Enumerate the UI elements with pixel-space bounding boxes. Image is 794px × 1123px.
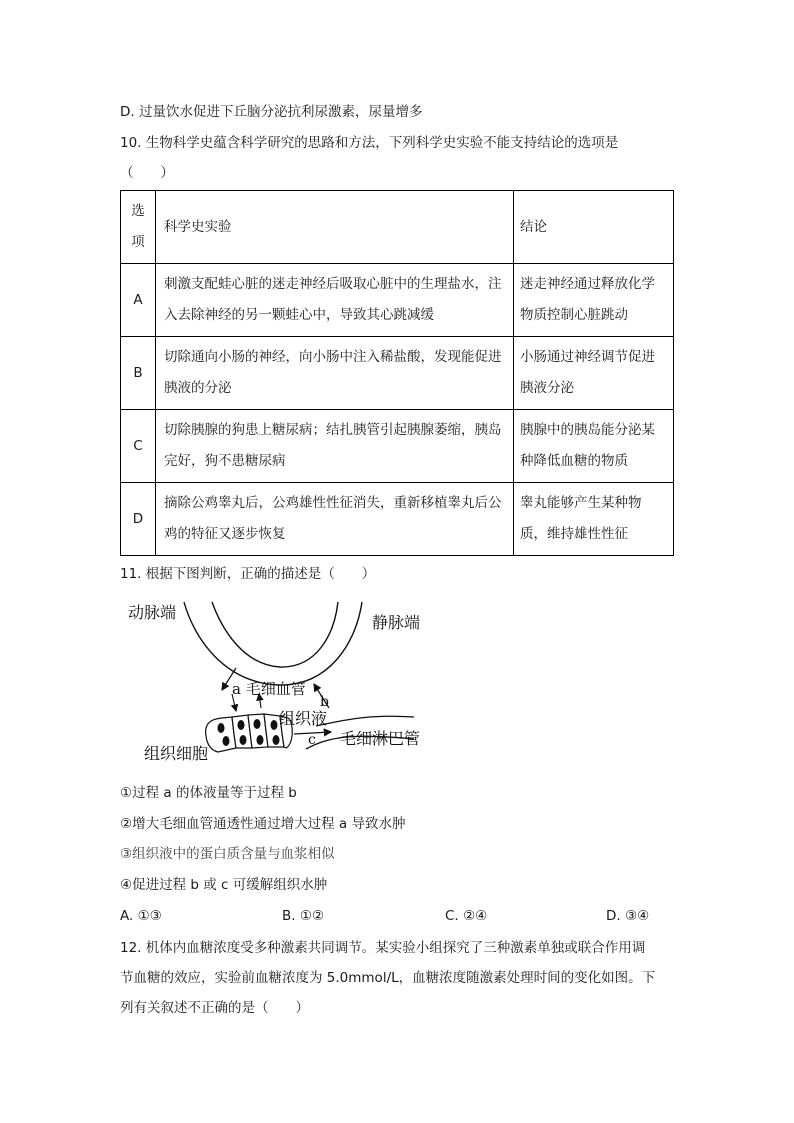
capillary-lymph-diagram — [124, 598, 434, 768]
row-experiment: 切除胰腺的狗患上糖尿病；结扎胰管引起胰腺萎缩，胰岛完好，狗不患糖尿病 — [156, 410, 514, 483]
q10-bracket: （ ） — [120, 165, 174, 181]
row-option: C — [121, 410, 156, 483]
row-conclusion: 迷走神经通过释放化学物质控制心脏跳动 — [514, 264, 674, 337]
table-row — [121, 337, 674, 410]
q12-line-2: 节血糖的效应，实验前血糖浓度为 5.0mmol/L，血糖浓度随激素处理时间的变化如图。下 — [120, 970, 656, 986]
header-experiment: 科学史实验 — [156, 191, 514, 264]
row-experiment: 刺激支配蛙心脏的迷走神经后吸取心脏中的生理盐水，注入去除神经的另一颗蛙心中，导致其心跳减缓 — [156, 264, 514, 337]
label-b: b — [320, 694, 329, 710]
label-vein-end: 静脉端 — [372, 613, 421, 632]
previous-option-d: D. 过量饮水促进下丘脑分泌抗利尿激素，尿量增多 — [120, 104, 423, 120]
table-row — [121, 483, 674, 556]
label-tissue-fluid: 组织液 — [279, 709, 328, 728]
label-artery-end: 动脉端 — [128, 603, 177, 622]
row-conclusion: 胰腺中的胰岛能分泌某种降低血糖的物质 — [514, 410, 674, 483]
table-row — [121, 410, 674, 483]
q10-table — [120, 190, 674, 556]
row-option: A — [121, 264, 156, 337]
capillary-inner-wall — [212, 602, 338, 667]
row-experiment: 摘除公鸡睾丸后，公鸡雄性性征消失，重新移植睾丸后公鸡的特征又逐步恢复 — [156, 483, 514, 556]
header-conclusion: 结论 — [514, 191, 674, 264]
header-option: 选项 — [121, 191, 156, 264]
choice-c[interactable]: C. ②④ — [445, 908, 488, 924]
choice-d[interactable]: D. ③④ — [606, 908, 650, 924]
table-row — [121, 264, 674, 337]
label-capillary: a 毛细血管 — [232, 680, 306, 698]
label-tissue-cell: 组织细胞 — [144, 744, 209, 763]
label-lymph-capillary: 毛细淋巴管 — [340, 729, 421, 748]
statement-4: ④促进过程 b 或 c 可缓解组织水肿 — [120, 877, 328, 893]
statement-3: ③组织液中的蛋白质含量与血浆相似 — [120, 846, 335, 862]
row-option: D — [121, 483, 156, 556]
choice-a[interactable]: A. ①③ — [120, 908, 162, 924]
lymph-vessel-upper — [316, 716, 414, 726]
q11-stem: 11. 根据下图判断，正确的描述是（ ） — [120, 566, 376, 582]
row-experiment: 切除通向小肠的神经，向小肠中注入稀盐酸，发现能促进胰液的分泌 — [156, 337, 514, 410]
q12-line-1: 12. 机体内血糖浓度受多种激素共同调节。某实验小组探究了三种激素单独或联合作用调 — [120, 940, 646, 956]
statement-1: ①过程 a 的体液量等于过程 b — [120, 785, 297, 801]
table-header-row — [121, 191, 674, 264]
choice-b[interactable]: B. ①② — [282, 908, 325, 924]
row-conclusion: 小肠通过神经调节促进胰液分泌 — [514, 337, 674, 410]
label-c: c — [308, 732, 316, 748]
q12-line-3: 列有关叙述不正确的是（ ） — [120, 1000, 309, 1016]
row-option: B — [121, 337, 156, 410]
q10-stem: 10. 生物科学史蕴含科学研究的思路和方法，下列科学史实验不能支持结论的选项是 — [120, 135, 619, 151]
statement-2: ②增大毛细血管通透性通过增大过程 a 导致水肿 — [120, 816, 406, 832]
row-conclusion: 睾丸能够产生某种物质，维持雄性性征 — [514, 483, 674, 556]
